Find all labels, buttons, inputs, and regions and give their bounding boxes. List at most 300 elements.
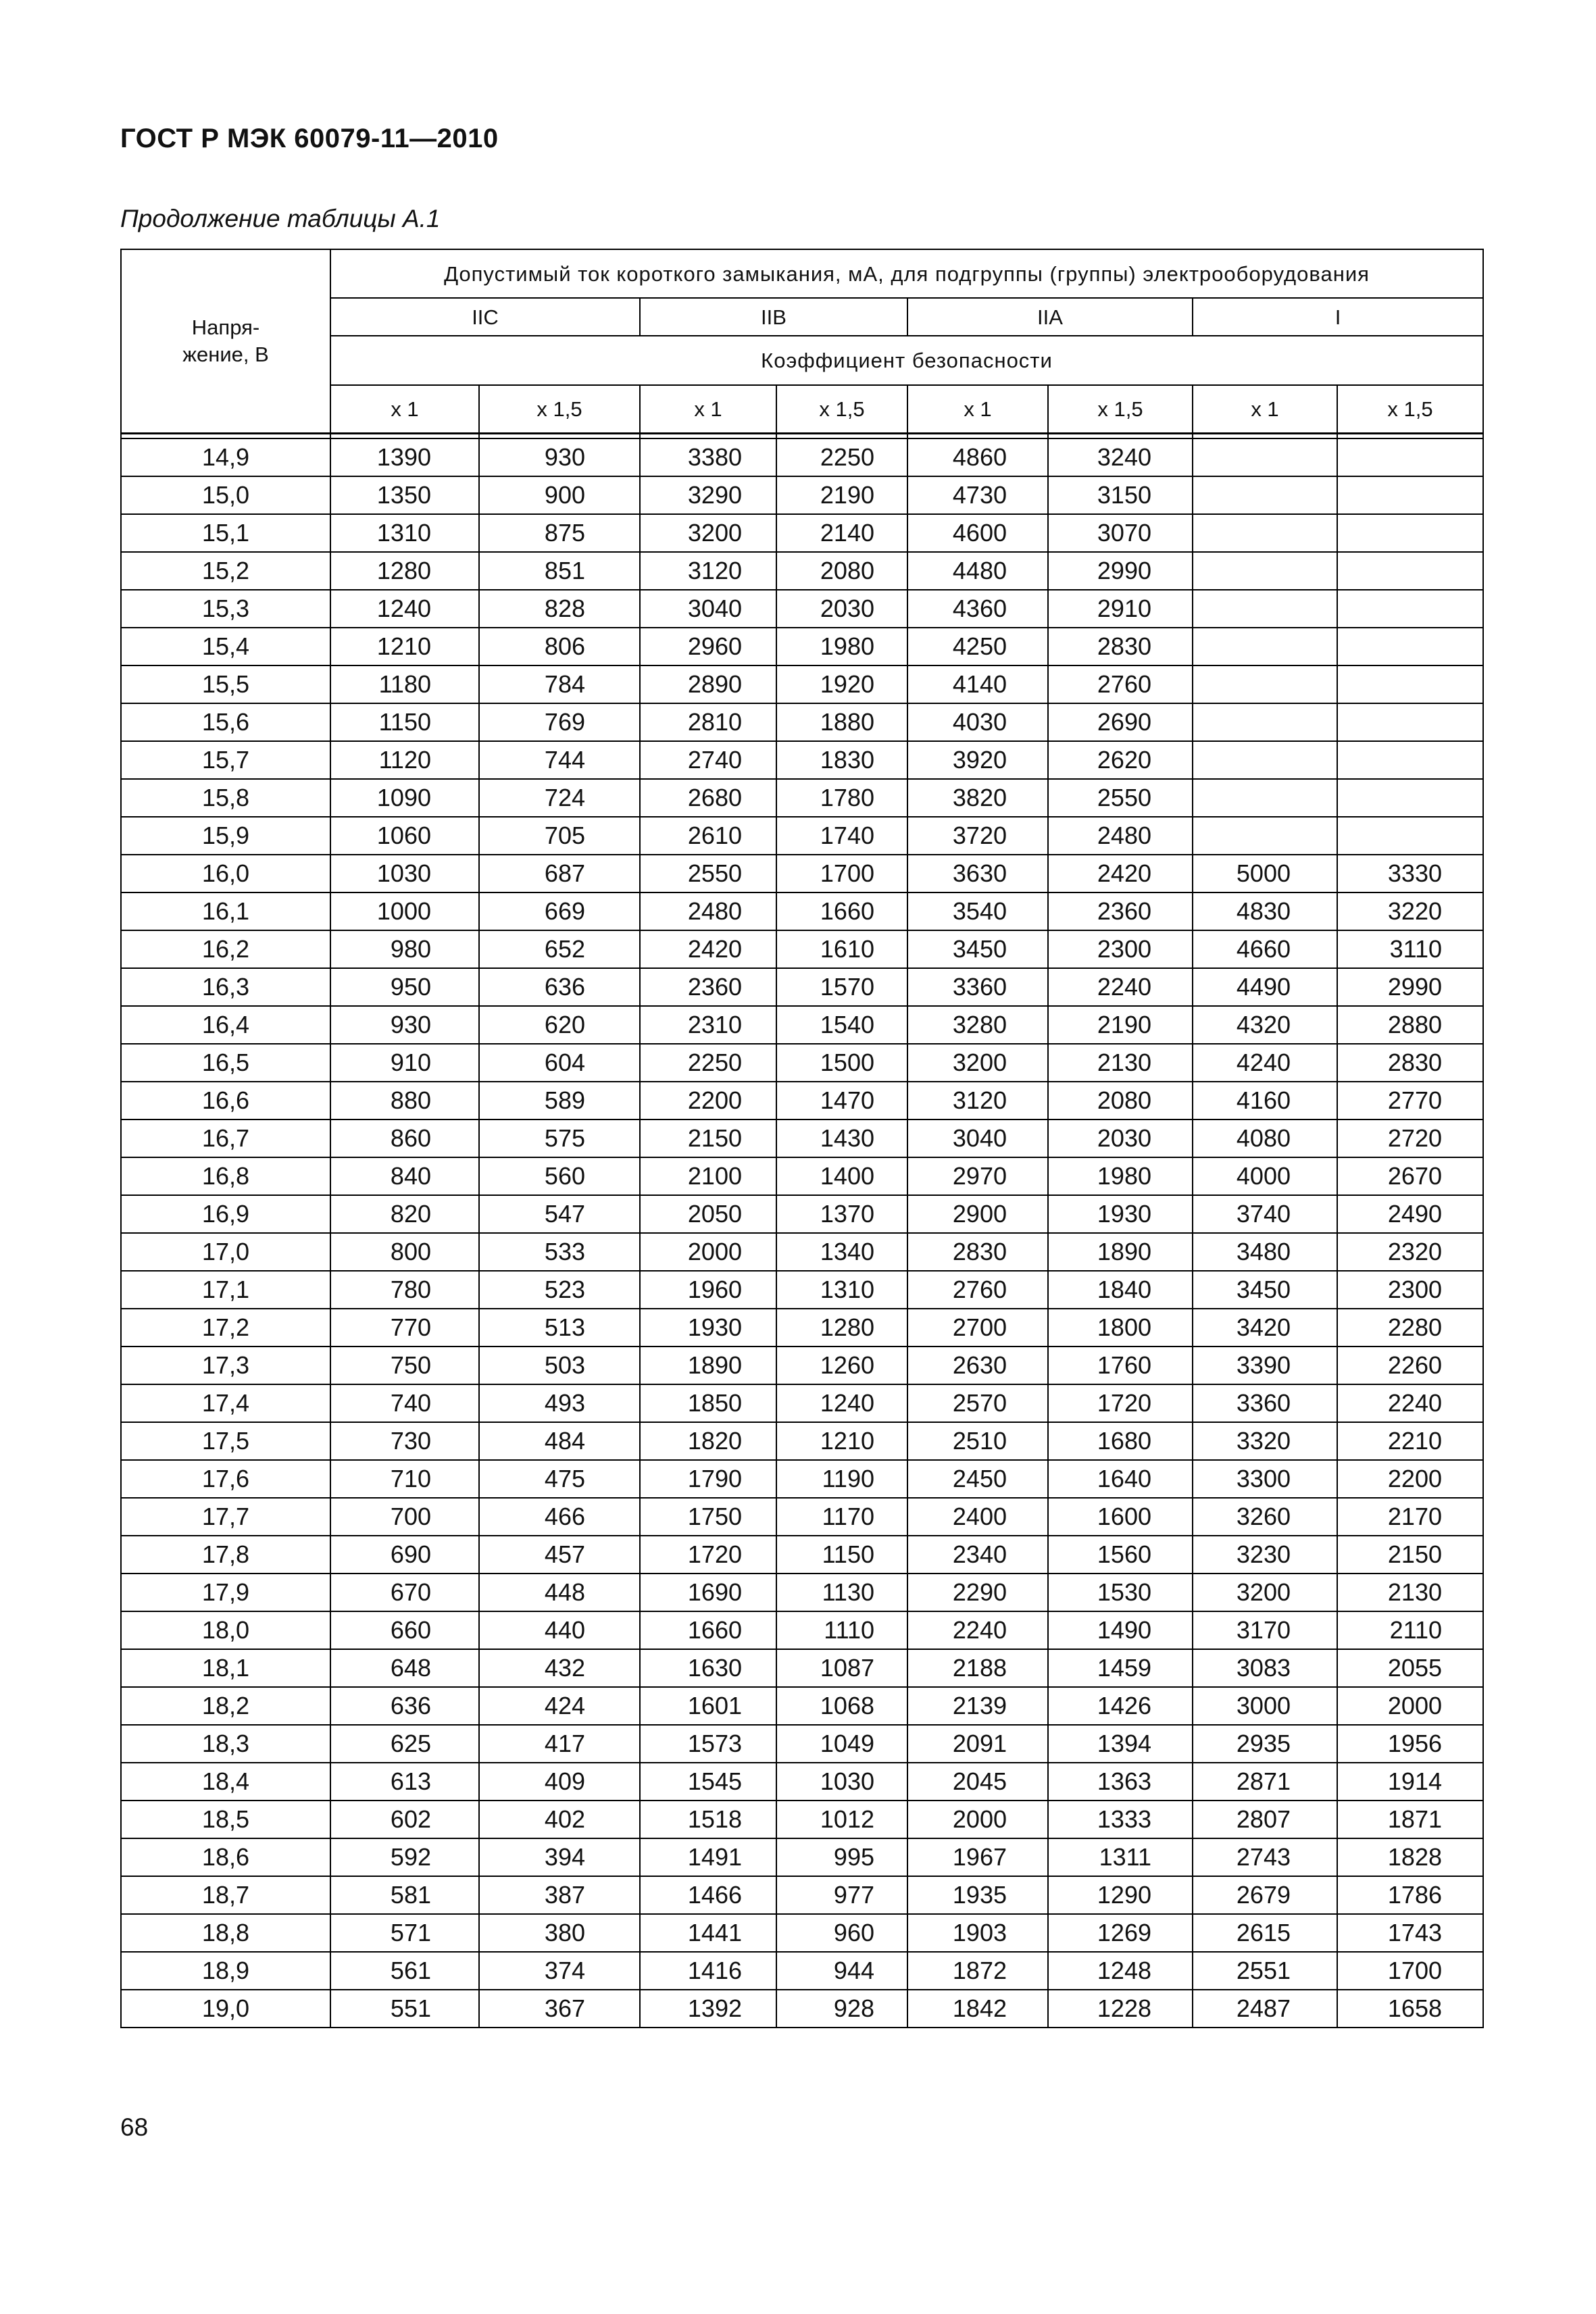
current-cell: 2679: [1193, 1876, 1337, 1914]
current-cell: 440: [479, 1611, 640, 1649]
current-cell: 1903: [907, 1914, 1048, 1952]
current-cell: 3820: [907, 779, 1048, 817]
current-cell: 432: [479, 1649, 640, 1687]
current-cell: 4160: [1193, 1082, 1337, 1120]
current-cell: 1180: [330, 665, 479, 703]
current-cell: [1193, 476, 1337, 514]
current-cell: 1363: [1048, 1763, 1193, 1801]
current-cell: 1573: [640, 1725, 776, 1763]
current-cell: 1068: [776, 1687, 907, 1725]
current-cell: 2880: [1337, 1006, 1483, 1044]
current-cell: 1430: [776, 1120, 907, 1157]
current-cell: 1087: [776, 1649, 907, 1687]
current-cell: 4030: [907, 703, 1048, 741]
voltage-cell: 15,9: [121, 817, 330, 855]
current-cell: 2080: [776, 552, 907, 590]
current-cell: 513: [479, 1309, 640, 1347]
current-cell: 3390: [1193, 1347, 1337, 1384]
current-cell: 4320: [1193, 1006, 1337, 1044]
table-row: [121, 1309, 1483, 1347]
voltage-cell: 17,3: [121, 1347, 330, 1384]
table-row: [121, 930, 1483, 968]
voltage-cell: 17,7: [121, 1498, 330, 1536]
voltage-cell: 19,0: [121, 1990, 330, 2028]
current-cell: 2200: [640, 1082, 776, 1120]
voltage-cell: 16,8: [121, 1157, 330, 1195]
current-cell: 1720: [640, 1536, 776, 1574]
current-cell: [1193, 438, 1337, 476]
current-cell: 1700: [1337, 1952, 1483, 1990]
table-row: [121, 855, 1483, 892]
current-cell: 828: [479, 590, 640, 628]
current-cell: 1600: [1048, 1498, 1193, 1536]
current-cell: 700: [330, 1498, 479, 1536]
current-cell: 3920: [907, 741, 1048, 779]
current-cell: 533: [479, 1233, 640, 1271]
current-cell: 3240: [1048, 438, 1193, 476]
current-cell: 652: [479, 930, 640, 968]
current-cell: 669: [479, 892, 640, 930]
current-cell: 4480: [907, 552, 1048, 590]
current-cell: 3000: [1193, 1687, 1337, 1725]
current-cell: 950: [330, 968, 479, 1006]
current-cell: 1248: [1048, 1952, 1193, 1990]
current-cell: 3200: [1193, 1574, 1337, 1611]
current-cell: 2610: [640, 817, 776, 855]
voltage-cell: 17,4: [121, 1384, 330, 1422]
current-cell: 2240: [1337, 1384, 1483, 1422]
voltage-cell: 18,2: [121, 1687, 330, 1725]
current-cell: 1560: [1048, 1536, 1193, 1574]
current-cell: 1820: [640, 1422, 776, 1460]
current-cell: 561: [330, 1952, 479, 1990]
current-cell: 571: [330, 1914, 479, 1952]
current-cell: 3360: [1193, 1384, 1337, 1422]
current-cell: 1956: [1337, 1725, 1483, 1763]
current-cell: 2280: [1337, 1309, 1483, 1347]
current-cell: 1210: [330, 628, 479, 665]
voltage-cell: 18,8: [121, 1914, 330, 1952]
current-cell: 2615: [1193, 1914, 1337, 1952]
current-cell: 687: [479, 855, 640, 892]
current-cell: [1337, 628, 1483, 665]
group-header-iia: IIA: [907, 298, 1193, 336]
table-row: [121, 476, 1483, 514]
current-cell: 1871: [1337, 1801, 1483, 1838]
current-cell: [1337, 590, 1483, 628]
voltage-cell: 17,8: [121, 1536, 330, 1574]
current-cell: 2620: [1048, 741, 1193, 779]
document-header: ГОСТ Р МЭК 60079-11—2010: [120, 124, 499, 153]
table-row: [121, 1838, 1483, 1876]
current-cell: [1337, 817, 1483, 855]
current-cell: 402: [479, 1801, 640, 1838]
current-cell: 374: [479, 1952, 640, 1990]
current-cell: 2130: [1048, 1044, 1193, 1082]
current-cell: 3230: [1193, 1536, 1337, 1574]
current-cell: 1980: [1048, 1157, 1193, 1195]
current-cell: 670: [330, 1574, 479, 1611]
current-cell: 780: [330, 1271, 479, 1309]
current-cell: [1337, 514, 1483, 552]
current-cell: 1890: [1048, 1233, 1193, 1271]
current-cell: 1333: [1048, 1801, 1193, 1838]
current-cell: 784: [479, 665, 640, 703]
current-cell: 380: [479, 1914, 640, 1952]
current-cell: 5000: [1193, 855, 1337, 892]
table-row: [121, 628, 1483, 665]
voltage-header-line-1: Напря-: [191, 315, 260, 339]
table-row: [121, 1687, 1483, 1725]
current-cell: 4250: [907, 628, 1048, 665]
current-cell: 930: [330, 1006, 479, 1044]
table-row: [121, 1082, 1483, 1120]
table-row: [121, 1536, 1483, 1574]
current-cell: 625: [330, 1725, 479, 1763]
current-cell: 1012: [776, 1801, 907, 1838]
current-cell: 2871: [1193, 1763, 1337, 1801]
current-cell: 4240: [1193, 1044, 1337, 1082]
factor-header: x 1: [1193, 385, 1337, 434]
current-cell: 3360: [907, 968, 1048, 1006]
current-cell: 1310: [330, 514, 479, 552]
factor-header: x 1: [640, 385, 776, 434]
current-cell: 1090: [330, 779, 479, 817]
current-cell: 880: [330, 1082, 479, 1120]
current-cell: 980: [330, 930, 479, 968]
current-cell: 2030: [776, 590, 907, 628]
voltage-cell: 15,0: [121, 476, 330, 514]
current-cell: 648: [330, 1649, 479, 1687]
current-cell: 1720: [1048, 1384, 1193, 1422]
current-cell: 3290: [640, 476, 776, 514]
current-cell: 3300: [1193, 1460, 1337, 1498]
current-cell: 547: [479, 1195, 640, 1233]
current-cell: 1394: [1048, 1725, 1193, 1763]
current-cell: 3120: [907, 1082, 1048, 1120]
current-cell: 1980: [776, 628, 907, 665]
voltage-cell: 17,2: [121, 1309, 330, 1347]
table-row: [121, 590, 1483, 628]
current-cell: 1570: [776, 968, 907, 1006]
voltage-cell: 14,9: [121, 438, 330, 476]
current-cell: 2487: [1193, 1990, 1337, 2028]
current-cell: 4080: [1193, 1120, 1337, 1157]
current-cell: 1760: [1048, 1347, 1193, 1384]
current-cell: 1150: [330, 703, 479, 741]
current-cell: 4830: [1193, 892, 1337, 930]
current-cell: [1193, 817, 1337, 855]
current-cell: 2055: [1337, 1649, 1483, 1687]
current-cell: 592: [330, 1838, 479, 1876]
current-cell: 367: [479, 1990, 640, 2028]
current-cell: 4600: [907, 514, 1048, 552]
current-cell: 424: [479, 1687, 640, 1725]
current-cell: 1030: [330, 855, 479, 892]
voltage-cell: 18,5: [121, 1801, 330, 1838]
current-cell: 910: [330, 1044, 479, 1082]
current-cell: 2910: [1048, 590, 1193, 628]
current-cell: 1150: [776, 1536, 907, 1574]
current-cell: 851: [479, 552, 640, 590]
current-cell: 2807: [1193, 1801, 1337, 1838]
voltage-cell: 15,8: [121, 779, 330, 817]
current-cell: 3630: [907, 855, 1048, 892]
current-cell: 394: [479, 1838, 640, 1876]
current-cell: 1240: [776, 1384, 907, 1422]
current-cell: 3420: [1193, 1309, 1337, 1347]
current-cell: 2080: [1048, 1082, 1193, 1120]
current-cell: 2091: [907, 1725, 1048, 1763]
current-cell: 2990: [1048, 552, 1193, 590]
current-cell: 1690: [640, 1574, 776, 1611]
current-cell: 769: [479, 703, 640, 741]
current-cell: 636: [330, 1687, 479, 1725]
table-row: [121, 1006, 1483, 1044]
current-cell: 2570: [907, 1384, 1048, 1422]
table-row: [121, 665, 1483, 703]
current-cell: 2210: [1337, 1422, 1483, 1460]
current-cell: 1311: [1048, 1838, 1193, 1876]
current-cell: 1967: [907, 1838, 1048, 1876]
table-row: [121, 1460, 1483, 1498]
current-cell: 602: [330, 1801, 479, 1838]
current-cell: 995: [776, 1838, 907, 1876]
current-cell: 1658: [1337, 1990, 1483, 2028]
current-cell: [1193, 628, 1337, 665]
table-row: [121, 1195, 1483, 1233]
current-cell: 2320: [1337, 1233, 1483, 1271]
current-cell: 1490: [1048, 1611, 1193, 1649]
table-row: [121, 1990, 1483, 2028]
current-cell: 2890: [640, 665, 776, 703]
current-cell: 1470: [776, 1082, 907, 1120]
current-cell: 1780: [776, 779, 907, 817]
current-cell: 2030: [1048, 1120, 1193, 1157]
voltage-cell: 16,9: [121, 1195, 330, 1233]
table-row: [121, 1876, 1483, 1914]
current-cell: 1049: [776, 1725, 907, 1763]
voltage-cell: 17,9: [121, 1574, 330, 1611]
current-cell: 2110: [1337, 1611, 1483, 1649]
table-row: [121, 779, 1483, 817]
current-cell: 1610: [776, 930, 907, 968]
current-cell: 1441: [640, 1914, 776, 1952]
group-header-iic: IIC: [330, 298, 640, 336]
table-row: [121, 1044, 1483, 1082]
current-cell: [1193, 779, 1337, 817]
current-cell: 1390: [330, 438, 479, 476]
table-row: [121, 438, 1483, 476]
current-cell: 820: [330, 1195, 479, 1233]
current-cell: [1337, 741, 1483, 779]
current-cell: 1280: [330, 552, 479, 590]
current-cell: 740: [330, 1384, 479, 1422]
table-caption: Продолжение таблицы А.1: [120, 205, 441, 232]
voltage-cell: 16,5: [121, 1044, 330, 1082]
current-cell: 3200: [907, 1044, 1048, 1082]
voltage-cell: 18,4: [121, 1763, 330, 1801]
current-cell: 1640: [1048, 1460, 1193, 1498]
current-cell: 1392: [640, 1990, 776, 2028]
current-cell: 944: [776, 1952, 907, 1990]
current-cell: 1930: [640, 1309, 776, 1347]
current-cell: 3720: [907, 817, 1048, 855]
current-cell: 1518: [640, 1801, 776, 1838]
current-cell: 2550: [1048, 779, 1193, 817]
current-cell: 503: [479, 1347, 640, 1384]
coefficient-header: Коэффициент безопасности: [330, 336, 1483, 385]
current-cell: 2240: [1048, 968, 1193, 1006]
table-body: [121, 434, 1483, 2028]
current-cell: 2720: [1337, 1120, 1483, 1157]
voltage-cell: 16,1: [121, 892, 330, 930]
current-cell: [1193, 514, 1337, 552]
current-cell: 2960: [640, 628, 776, 665]
table-row: [121, 1611, 1483, 1649]
current-cell: 4490: [1193, 968, 1337, 1006]
current-cell: 1060: [330, 817, 479, 855]
current-cell: [1193, 703, 1337, 741]
current-cell: 4000: [1193, 1157, 1337, 1195]
current-cell: 2630: [907, 1347, 1048, 1384]
current-cell: 2170: [1337, 1498, 1483, 1536]
voltage-cell: 16,4: [121, 1006, 330, 1044]
current-cell: 1350: [330, 476, 479, 514]
current-cell: 1930: [1048, 1195, 1193, 1233]
table-row: [121, 1574, 1483, 1611]
current-cell: 2190: [1048, 1006, 1193, 1044]
current-cell: 806: [479, 628, 640, 665]
current-cell: 3040: [640, 590, 776, 628]
table-row: [121, 703, 1483, 741]
table-row: [121, 1763, 1483, 1801]
table-row: [121, 1649, 1483, 1687]
current-cell: 977: [776, 1876, 907, 1914]
current-cell: 1260: [776, 1347, 907, 1384]
current-cell: 705: [479, 817, 640, 855]
current-cell: 1700: [776, 855, 907, 892]
current-cell: 1545: [640, 1763, 776, 1801]
current-cell: 2420: [640, 930, 776, 968]
current-cell: 1290: [1048, 1876, 1193, 1914]
current-cell: 900: [479, 476, 640, 514]
current-cell: [1337, 552, 1483, 590]
current-cell: 2000: [907, 1801, 1048, 1838]
current-cell: 4660: [1193, 930, 1337, 968]
current-cell: 1416: [640, 1952, 776, 1990]
current-cell: 2360: [640, 968, 776, 1006]
current-cell: 2830: [1048, 628, 1193, 665]
current-cell: 1842: [907, 1990, 1048, 2028]
current-cell: 2260: [1337, 1347, 1483, 1384]
current-cell: 875: [479, 514, 640, 552]
current-cell: 770: [330, 1309, 479, 1347]
current-cell: 1914: [1337, 1763, 1483, 1801]
current-cell: 1890: [640, 1347, 776, 1384]
table-row: [121, 1347, 1483, 1384]
current-cell: 2360: [1048, 892, 1193, 930]
current-cell: 2200: [1337, 1460, 1483, 1498]
current-cell: 2551: [1193, 1952, 1337, 1990]
current-cell: [1337, 779, 1483, 817]
current-cell: 2000: [640, 1233, 776, 1271]
current-cell: 3480: [1193, 1233, 1337, 1271]
current-cell: 2810: [640, 703, 776, 741]
current-cell: 2340: [907, 1536, 1048, 1574]
current-cell: 3200: [640, 514, 776, 552]
current-cell: 928: [776, 1990, 907, 2028]
current-cell: 589: [479, 1082, 640, 1120]
current-cell: 1530: [1048, 1574, 1193, 1611]
current-cell: 2450: [907, 1460, 1048, 1498]
current-cell: 2130: [1337, 1574, 1483, 1611]
table-row: [121, 1422, 1483, 1460]
voltage-cell: 15,1: [121, 514, 330, 552]
current-cell: 3150: [1048, 476, 1193, 514]
current-cell: 3110: [1337, 930, 1483, 968]
factor-header: x 1,5: [1337, 385, 1483, 434]
current-cell: 2250: [640, 1044, 776, 1082]
current-cell: 2490: [1337, 1195, 1483, 1233]
table-row: [121, 1384, 1483, 1422]
current-cell: 1491: [640, 1838, 776, 1876]
current-cell: 2240: [907, 1611, 1048, 1649]
current-cell: 1920: [776, 665, 907, 703]
current-cell: 1130: [776, 1574, 907, 1611]
current-cell: 860: [330, 1120, 479, 1157]
current-cell: 448: [479, 1574, 640, 1611]
current-cell: 620: [479, 1006, 640, 1044]
current-cell: [1337, 665, 1483, 703]
current-cell: 2150: [1337, 1536, 1483, 1574]
factor-header: x 1: [330, 385, 479, 434]
current-cell: 2300: [1048, 930, 1193, 968]
table-title-header: Допустимый ток короткого замыкания, мА, для подгруппы (группы) электрооборудования: [330, 249, 1483, 298]
current-cell: 636: [479, 968, 640, 1006]
current-cell: 1240: [330, 590, 479, 628]
current-cell: 1120: [330, 741, 479, 779]
current-cell: 4730: [907, 476, 1048, 514]
factor-header: x 1: [907, 385, 1048, 434]
current-cell: 3450: [907, 930, 1048, 968]
current-cell: 1110: [776, 1611, 907, 1649]
current-cell: 3280: [907, 1006, 1048, 1044]
table-row: [121, 1498, 1483, 1536]
current-cell: [1337, 438, 1483, 476]
current-cell: 466: [479, 1498, 640, 1536]
current-cell: 1660: [776, 892, 907, 930]
current-cell: 493: [479, 1384, 640, 1422]
current-cell: 1743: [1337, 1914, 1483, 1952]
current-cell: 3120: [640, 552, 776, 590]
current-cell: 1660: [640, 1611, 776, 1649]
current-cell: [1193, 741, 1337, 779]
current-cell: 840: [330, 1157, 479, 1195]
current-cell: 930: [479, 438, 640, 476]
current-cell: 2510: [907, 1422, 1048, 1460]
current-cell: 3260: [1193, 1498, 1337, 1536]
current-cell: [1337, 703, 1483, 741]
current-cell: 2743: [1193, 1838, 1337, 1876]
current-cell: 1828: [1337, 1838, 1483, 1876]
current-cell: 2290: [907, 1574, 1048, 1611]
current-cell: 2700: [907, 1309, 1048, 1347]
current-cell: 2300: [1337, 1271, 1483, 1309]
current-cell: 1872: [907, 1952, 1048, 1990]
current-cell: [1193, 665, 1337, 703]
table-row: [121, 817, 1483, 855]
